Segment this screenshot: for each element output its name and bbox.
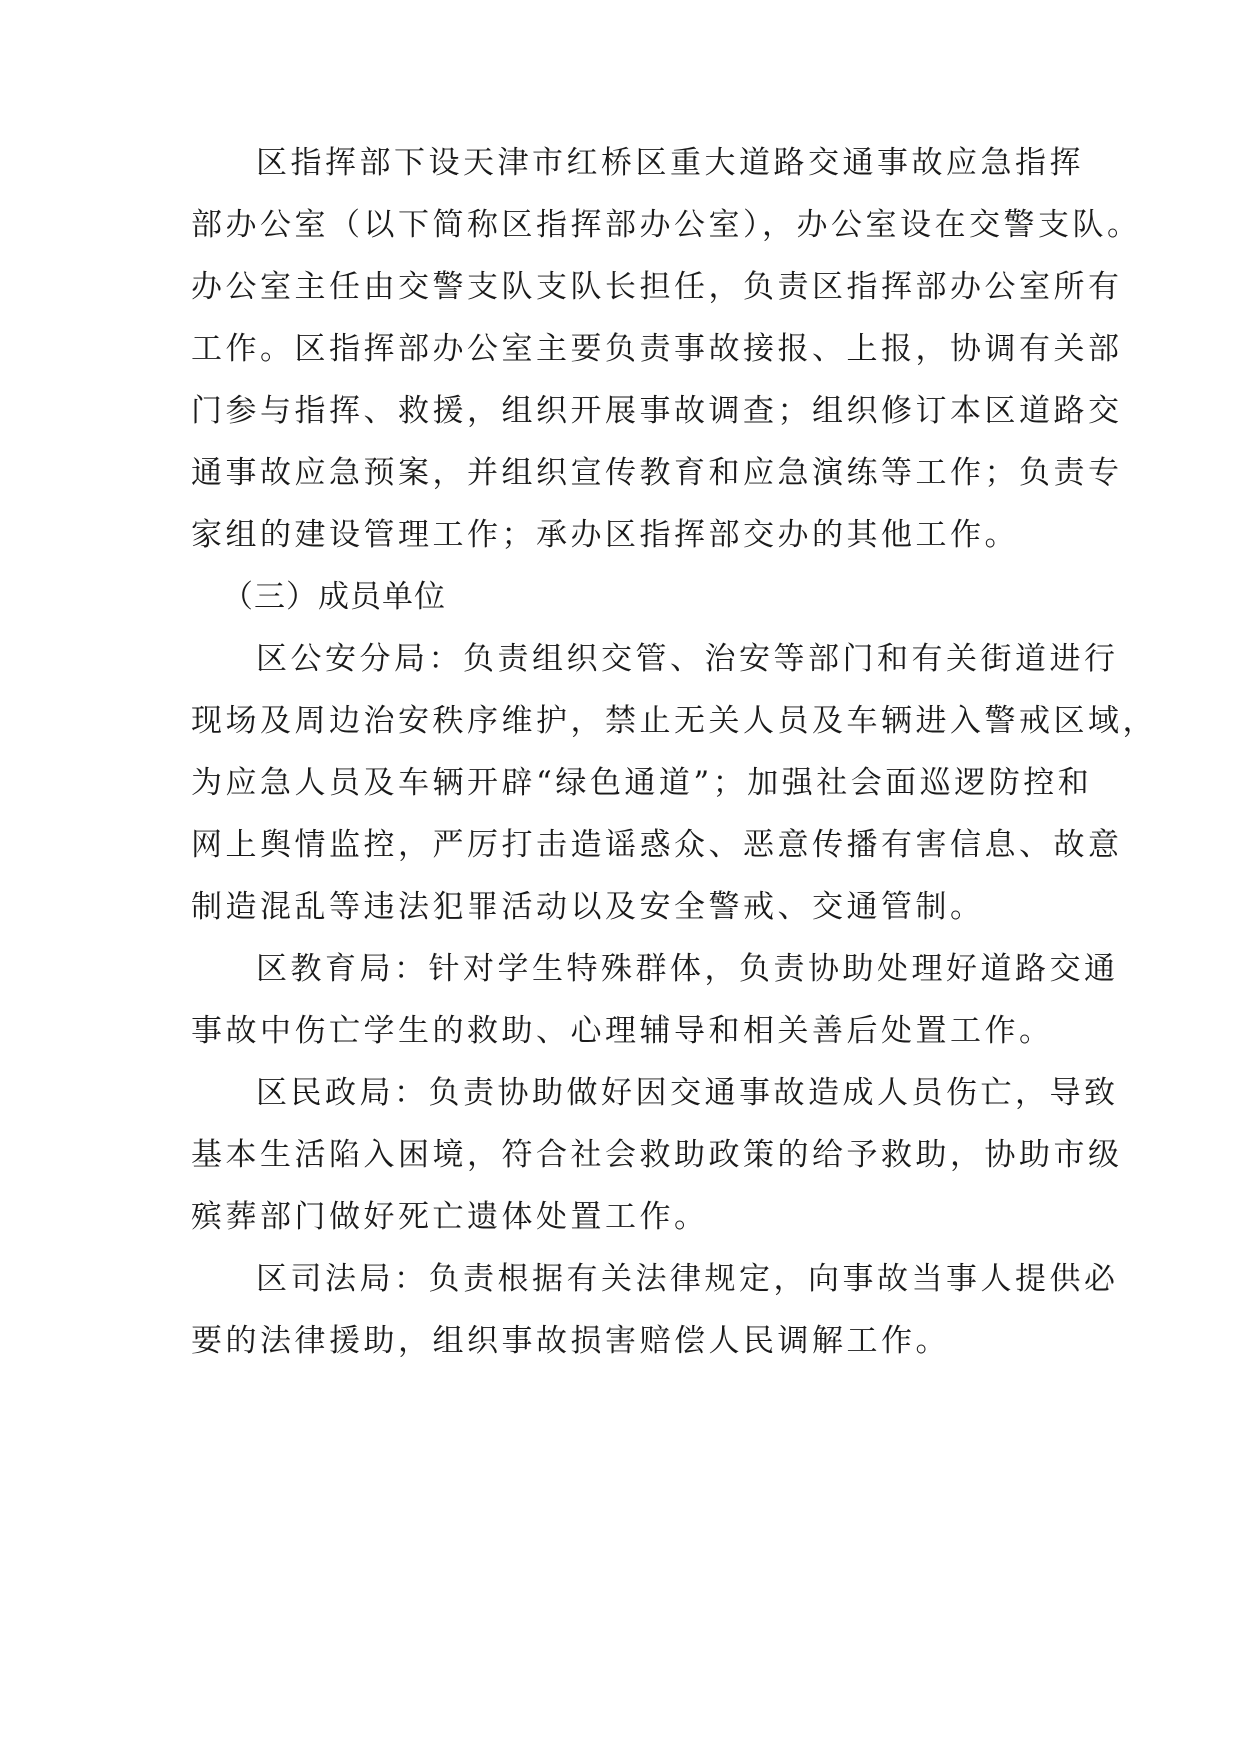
paragraph-line: 要的法律援助，组织事故损害赔偿人民调解工作。 (191, 1323, 950, 1359)
paragraph-line: 现场及周边治安秩序维护，禁止无关人员及车辆进入警戒区域， (191, 703, 1157, 739)
paragraph-line: 区公安分局：负责组织交管、治安等部门和有关街道进行 (256, 641, 1119, 677)
paragraph-line: 事故中伤亡学生的救助、心理辅导和相关善后处置工作。 (191, 1013, 1054, 1049)
paragraph-line: 部办公室（以下简称区指挥部办公室），办公室设在交警支队。 (191, 207, 1142, 243)
paragraph-line: 区民政局：负责协助做好因交通事故造成人员伤亡，导致 (256, 1075, 1119, 1111)
paragraph-line: 制造混乱等违法犯罪活动以及安全警戒、交通管制。 (191, 889, 985, 925)
paragraph-line: 基本生活陷入困境，符合社会救助政策的给予救助，协助市级 (191, 1137, 1123, 1173)
paragraph-line: 家组的建设管理工作；承办区指挥部交办的其他工作。 (191, 517, 1019, 553)
paragraph-line: 区教育局：针对学生特殊群体，负责协助处理好道路交通 (256, 951, 1119, 987)
paragraph-line: 为应急人员及车辆开辟“绿色通道”；加强社会面巡逻防控和 (191, 765, 1093, 801)
paragraph-line: 工作。区指挥部办公室主要负责事故接报、上报，协调有关部 (191, 331, 1123, 367)
paragraph-line: 区指挥部下设天津市红桥区重大道路交通事故应急指挥 (256, 145, 1084, 181)
paragraph-line: 区司法局：负责根据有关法律规定，向事故当事人提供必 (256, 1261, 1119, 1297)
paragraph-line: 通事故应急预案，并组织宣传教育和应急演练等工作；负责专 (191, 455, 1123, 491)
paragraph-line: 办公室主任由交警支队支队长担任，负责区指挥部办公室所有 (191, 269, 1123, 305)
paragraph-line: 门参与指挥、救援，组织开展事故调查；组织修订本区道路交 (191, 393, 1123, 429)
section-heading: （三）成员单位 (222, 579, 446, 615)
paragraph-line: 网上舆情监控，严厉打击造谣惑众、恶意传播有害信息、故意 (191, 827, 1123, 863)
paragraph-line: 殡葬部门做好死亡遗体处置工作。 (191, 1199, 709, 1235)
